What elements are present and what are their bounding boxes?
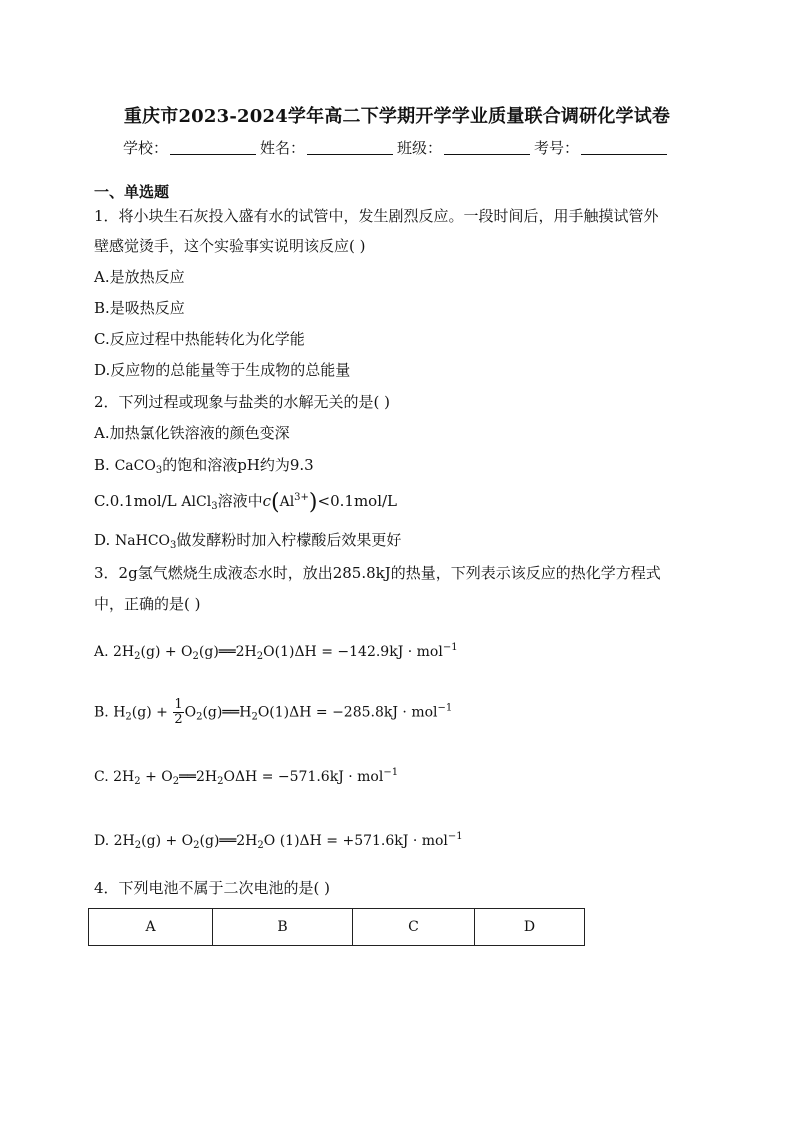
eq-part: 2H (113, 769, 135, 785)
option-label: C. (94, 769, 114, 785)
eq-part: 2H (236, 833, 258, 849)
eq-part: (g) (198, 644, 219, 660)
eq-part: OΔH = −571.6kJ · mol (223, 769, 384, 785)
subscript: 3 (211, 501, 218, 512)
q1-option-b[interactable]: B.是吸热反应 (94, 299, 185, 317)
formula-alcl3 (181, 494, 217, 510)
option-text: 溶液中 (217, 492, 263, 510)
name-blank[interactable] (307, 140, 393, 155)
class-blank[interactable] (444, 140, 530, 155)
eq-part: O(1)ΔH = −285.8kJ · mol (257, 704, 438, 721)
q2-option-b[interactable] (94, 455, 314, 476)
option-label: B. (94, 456, 115, 474)
option-text: 的饱和溶液pH约为9.3 (162, 456, 314, 474)
eq-part: (g) + (131, 704, 173, 721)
subscript: 3 (170, 540, 177, 551)
table-header-d: D (475, 909, 585, 946)
equals-arrow: ══ (219, 833, 237, 849)
q4-options-table (88, 908, 585, 946)
subscript: 2 (192, 651, 199, 662)
q3-option-b[interactable] (94, 698, 452, 727)
subscript: 2 (257, 840, 264, 851)
table-row (89, 909, 585, 946)
formula-al-ion (280, 494, 309, 510)
school-blank[interactable] (170, 140, 256, 155)
formula-caco3 (115, 458, 163, 474)
superscript: −1 (437, 702, 453, 714)
formula-text: NaHCO (115, 533, 171, 549)
q2-option-d[interactable] (94, 530, 401, 551)
eq-part: O (1)ΔH = +571.6kJ · mol (263, 833, 448, 849)
subscript: 2 (134, 651, 141, 662)
eq-part: O (184, 704, 197, 721)
number-label: 考号： (534, 139, 580, 157)
eq-part: + O (140, 769, 173, 785)
option-label: B. (94, 704, 114, 721)
table-header-c: C (353, 909, 475, 946)
subscript: 2 (134, 840, 142, 851)
concentration-symbol: c (262, 492, 271, 510)
subscript: 2 (193, 840, 200, 851)
eq-part: (g) (202, 704, 223, 721)
eq-part: (g) (199, 833, 220, 849)
eq-part: O(1)ΔH = −142.9kJ · mol (263, 644, 443, 660)
option-label: D. (94, 833, 114, 849)
superscript: −1 (383, 767, 399, 778)
q3-stem-line2: 中，正确的是( ) (94, 595, 201, 613)
option-text: <0.1mol/L (317, 492, 398, 510)
eq-part: (g) + O (141, 833, 194, 849)
q1-option-d[interactable]: D.反应物的总能量等于生成物的总能量 (94, 361, 351, 379)
q2-stem: 2．下列过程或现象与盐类的水解无关的是( ) (94, 393, 391, 411)
q3-option-c[interactable] (94, 767, 398, 787)
left-paren: ( (270, 490, 280, 515)
equals-arrow: ══ (179, 769, 196, 785)
ion-text: Al (279, 494, 295, 510)
option-text: 做发酵粉时加入柠檬酸后效果更好 (176, 531, 402, 549)
q1-option-c[interactable]: C.反应过程中热能转化为化学能 (94, 330, 305, 348)
subscript: 2 (125, 711, 132, 723)
subscript: 2 (134, 776, 141, 787)
subscript: 2 (217, 776, 224, 787)
table-header-a: A (89, 909, 213, 946)
equals-arrow: ══ (222, 704, 240, 721)
eq-part: H (113, 704, 126, 721)
formula-text: CaCO (114, 458, 156, 474)
superscript: −1 (447, 831, 463, 842)
eq-part: H (239, 704, 252, 721)
eq-part: (g) + O (140, 644, 193, 660)
q3-option-a[interactable] (94, 642, 458, 662)
class-label: 班级： (397, 139, 443, 157)
subscript: 3 (155, 465, 163, 476)
student-info-row (0, 137, 794, 158)
subscript: 2 (256, 651, 264, 662)
superscript: 3+ (294, 492, 309, 503)
right-paren: ) (308, 490, 318, 515)
subscript: 2 (251, 711, 258, 723)
option-label: A. (94, 644, 114, 660)
equals-arrow: ══ (218, 644, 236, 660)
number-blank[interactable] (581, 140, 667, 155)
fraction-one-half (173, 698, 183, 727)
subscript: 2 (172, 776, 180, 787)
q1-option-a[interactable]: A.是放热反应 (94, 268, 185, 286)
name-label: 姓名： (259, 139, 305, 157)
superscript: −1 (442, 642, 458, 653)
q2-option-c[interactable] (94, 491, 397, 513)
formula-nahco3 (115, 533, 176, 549)
eq-part: 2H (113, 644, 135, 660)
q1-stem-line1: 1．将小块生石灰投入盛有水的试管中，发生剧烈反应。一段时间后，用手触摸试管外 (94, 207, 659, 225)
option-label: C.0.1mol/L (94, 492, 182, 510)
eq-part: 2H (113, 833, 135, 849)
numerator: 1 (174, 697, 183, 712)
school-label: 学校： (122, 139, 168, 157)
q4-stem: 4．下列电池不属于二次电池的是( ) (94, 879, 331, 897)
q2-option-a[interactable]: A.加热氯化铁溶液的颜色变深 (94, 424, 290, 442)
option-label: D. (94, 531, 116, 549)
q1-stem-line2: 壁感觉烫手，这个实验事实说明该反应( ) (94, 237, 366, 255)
eq-part: 2H (235, 644, 257, 660)
denominator: 2 (174, 712, 183, 727)
table-header-b: B (213, 909, 353, 946)
formula-text: AlCl (181, 494, 212, 510)
section-heading: 一、单选题 (94, 183, 170, 201)
q3-stem-line1: 3．2g氢气燃烧生成液态水时，放出285.8kJ的热量，下列表示该反应的热化学方程式 (94, 564, 661, 582)
exam-title: 重庆市2023-2024学年高二下学期开学学业质量联合调研化学试卷 (123, 106, 671, 127)
subscript: 2 (196, 711, 203, 723)
q3-option-d[interactable] (94, 831, 463, 851)
eq-part: 2H (195, 769, 218, 785)
